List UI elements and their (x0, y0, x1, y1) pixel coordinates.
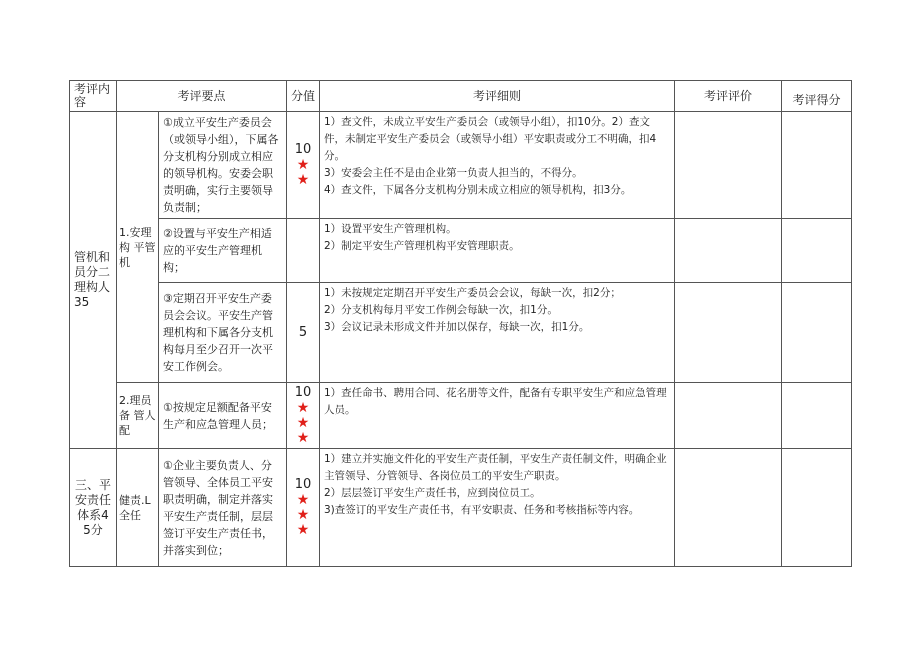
star-icon: ★ ★ ★ (296, 400, 310, 446)
evaluation-cell[interactable] (675, 219, 782, 283)
rules-4: 1）查任命书、聘用合同、花名册等文件，配备有专职平安生产和应急管理人员。 (320, 383, 675, 449)
result-cell[interactable] (782, 219, 852, 283)
key-point-5: ①企业主要负责人、分管领导、全体员工平安职责明确，制定并落实平安生产责任制，层层签订平安生产责任书，并落实到位； (159, 449, 287, 567)
header-result: 考评得分 (782, 81, 852, 112)
rules-1: 1）查文件，未成立平安生产委员会（或领导小组），扣10分。2）查文件，未制定平安生产委员会（或领导小组）平安职责或分工不明确，扣4分。 3）安委会主任不是由企业第一负责人担当的，不得分。 4）查文件，下属各分支机构分别未成立相应的领导机构，扣3分。 (320, 112, 675, 219)
table-row (70, 383, 852, 449)
category-management: 管机和员分二理构人35 (70, 112, 117, 449)
star-icon: ★ ★ (296, 157, 310, 188)
evaluation-cell[interactable] (675, 112, 782, 219)
score-value: 10 (294, 477, 312, 492)
score-value: 5 (298, 324, 308, 340)
key-point-2: ②设置与平安生产相适应的平安生产管理机构； (159, 219, 287, 283)
result-cell[interactable] (782, 112, 852, 219)
score-value: 10 (294, 142, 312, 157)
header-category: 考评内容 (70, 81, 117, 112)
rules-2: 1）设置平安生产管理机构。 2）制定平安生产管理机构平安管理职责。 (320, 219, 675, 283)
subcategory-staff: 2.理员备 管人配 (117, 383, 159, 449)
key-point-4: ①按规定足额配备平安生产和应急管理人员； (159, 383, 287, 449)
evaluation-cell[interactable] (675, 449, 782, 567)
header-score: 分值 (287, 81, 320, 112)
score-cell-5 (287, 449, 320, 567)
rules-3: 1）未按规定定期召开平安生产委员会会议，每缺一次，扣2分； 2）分支机构每月平安工作例会每缺一次，扣1分。 3）会议记录未形成文件并加以保存，每缺一次，扣1分。 (320, 283, 675, 383)
table-row (70, 219, 852, 283)
rules-5: 1）建立并实施文件化的平安生产责任制，平安生产责任制文件，明确企业主管领导、分管领导、各岗位员工的平安生产职责。 2）层层签订平安生产责任书，应到岗位员工。 3)查签订的平安生产责任书，有平安职责、任务和考核指标等内容。 (320, 449, 675, 567)
score-cell-4 (287, 383, 320, 449)
category-responsibility: 三、平安责任体系45分 (70, 449, 117, 567)
star-icon: ★ ★ ★ (296, 492, 310, 538)
header-evaluation: 考评评价 (675, 81, 782, 112)
score-cell-3 (287, 283, 320, 383)
result-cell[interactable] (782, 449, 852, 567)
key-point-3: ③定期召开平安生产委员会会议。平安生产管理机构和下属各分支机构每月至少召开一次平安工作例会。 (159, 283, 287, 383)
key-point-1: ①成立平安生产委员会（或领导小组），下属各分支机构分别成立相应的领导机构。安委会职责明确，实行主要领导负责制； (159, 112, 287, 219)
score-cell-2 (287, 219, 320, 283)
subcategory-responsibility: 健责.L全任 (117, 449, 159, 567)
result-cell[interactable] (782, 283, 852, 383)
header-row (70, 81, 852, 112)
score-cell-1 (287, 112, 320, 219)
evaluation-cell[interactable] (675, 283, 782, 383)
subcategory-safety-org: 1.安理构 平管机 (117, 112, 159, 383)
table-row (70, 112, 852, 219)
evaluation-cell[interactable] (675, 383, 782, 449)
evaluation-table (69, 80, 852, 567)
table-row (70, 283, 852, 383)
table-row (70, 449, 852, 567)
header-key-points: 考评要点 (117, 81, 287, 112)
score-value: 10 (294, 385, 312, 400)
header-rules: 考评细则 (320, 81, 675, 112)
result-cell[interactable] (782, 383, 852, 449)
